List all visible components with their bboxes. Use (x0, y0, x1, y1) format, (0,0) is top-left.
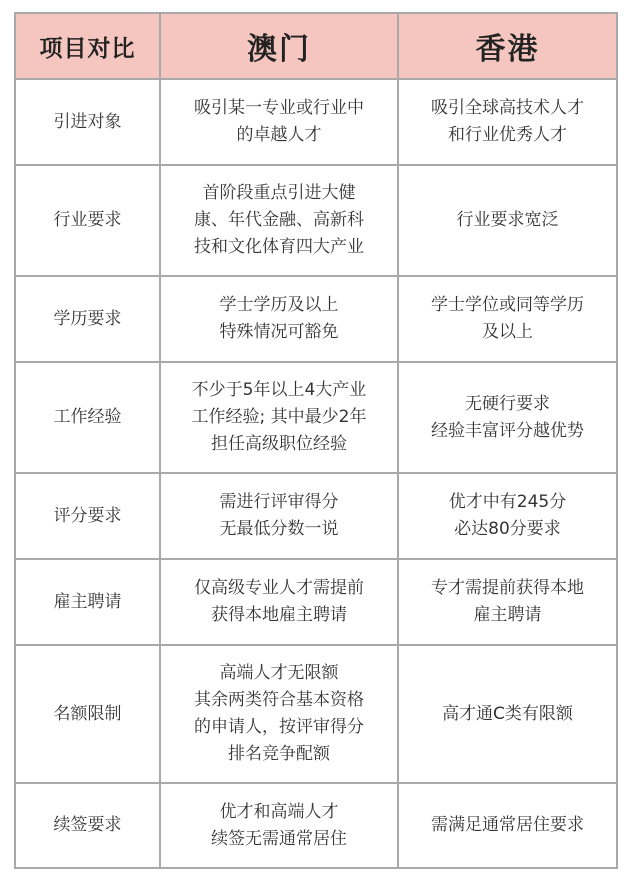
cell-line: 排名竞争配额 (228, 744, 330, 764)
cell-line: 康、年代金融、高新科 (194, 210, 364, 230)
row-item: 名额限制 (15, 645, 160, 783)
cell-line: 需满足通常居住要求 (431, 815, 584, 835)
header-macau: 澳门 (160, 13, 398, 79)
table-row (15, 362, 617, 473)
row-item: 雇主聘请 (15, 559, 160, 645)
cell-line: 其余两类符合基本资格 (194, 690, 364, 710)
row-item: 续签要求 (15, 783, 160, 868)
cell-line: 获得本地雇主聘请 (211, 605, 347, 625)
cell-line: 学士学位或同等学历 (431, 295, 584, 315)
cell-line: 高才通C类有限额 (442, 703, 573, 724)
hongkong-cell (398, 276, 617, 362)
cell-line: 无硬行要求 (465, 393, 550, 414)
table-row (15, 276, 617, 362)
macau-cell (160, 165, 398, 276)
hongkong-cell (398, 165, 617, 276)
cell-line: 特殊情况可豁免 (219, 322, 339, 342)
cell-line: 经验丰富评分越优势 (431, 420, 584, 441)
cell-line: 担任高级职位经验 (211, 434, 347, 454)
macau-cell (160, 79, 398, 165)
hongkong-cell (398, 645, 617, 783)
cell-line: 首阶段重点引进大健 (202, 183, 356, 203)
macau-cell (160, 362, 398, 473)
hongkong-cell (398, 79, 617, 165)
cell-line: 必达80分要求 (454, 519, 561, 539)
cell-line: 吸引某一专业或行业中 (194, 98, 364, 118)
cell-line: 高端人才无限额 (219, 663, 339, 683)
table-row (15, 559, 617, 645)
table-row (15, 79, 617, 165)
hongkong-cell (398, 783, 617, 868)
row-item: 引进对象 (15, 79, 160, 165)
cell-line: 优才中有245分 (448, 492, 567, 512)
cell-line: 无最低分数一说 (219, 519, 339, 539)
cell-line: 需进行评审得分 (219, 492, 339, 512)
cell-line: 专才需提前获得本地 (431, 578, 584, 598)
macau-cell (160, 783, 398, 868)
table-row (15, 473, 617, 559)
header-item: 项目对比 (15, 13, 160, 79)
hongkong-cell (398, 362, 617, 473)
comparison-table (14, 12, 618, 869)
cell-line: 不少于5年以上4大产业 (191, 380, 367, 400)
cell-line: 学士学历及以上 (219, 295, 339, 315)
hongkong-cell (398, 473, 617, 559)
cell-line: 的卓越人才 (236, 125, 322, 145)
cell-line: 仅高级专业人才需提前 (194, 578, 364, 598)
macau-cell (160, 645, 398, 783)
cell-line: 和行业优秀人才 (448, 125, 567, 145)
cell-line: 续签无需通常居住 (211, 828, 347, 849)
cell-line: 行业要求宽泛 (456, 210, 559, 230)
cell-line: 技和文化体育四大产业 (194, 237, 364, 257)
header-hongkong: 香港 (398, 13, 617, 79)
macau-cell (160, 276, 398, 362)
row-item: 学历要求 (15, 276, 160, 362)
cell-line: 雇主聘请 (473, 605, 542, 625)
header-row (15, 13, 617, 79)
cell-line: 吸引全球高技术人才 (431, 98, 584, 118)
cell-line: 的申请人，按评审得分 (194, 717, 364, 737)
row-item: 评分要求 (15, 473, 160, 559)
cell-line: 工作经验; 其中最少2年 (191, 407, 367, 427)
hongkong-cell (398, 559, 617, 645)
table-row (15, 645, 617, 783)
macau-cell (160, 559, 398, 645)
cell-line: 及以上 (482, 322, 533, 342)
row-item: 行业要求 (15, 165, 160, 276)
table-row (15, 783, 617, 868)
row-item: 工作经验 (15, 362, 160, 473)
table-row (15, 165, 617, 276)
macau-cell (160, 473, 398, 559)
cell-line: 优才和高端人才 (219, 801, 339, 822)
